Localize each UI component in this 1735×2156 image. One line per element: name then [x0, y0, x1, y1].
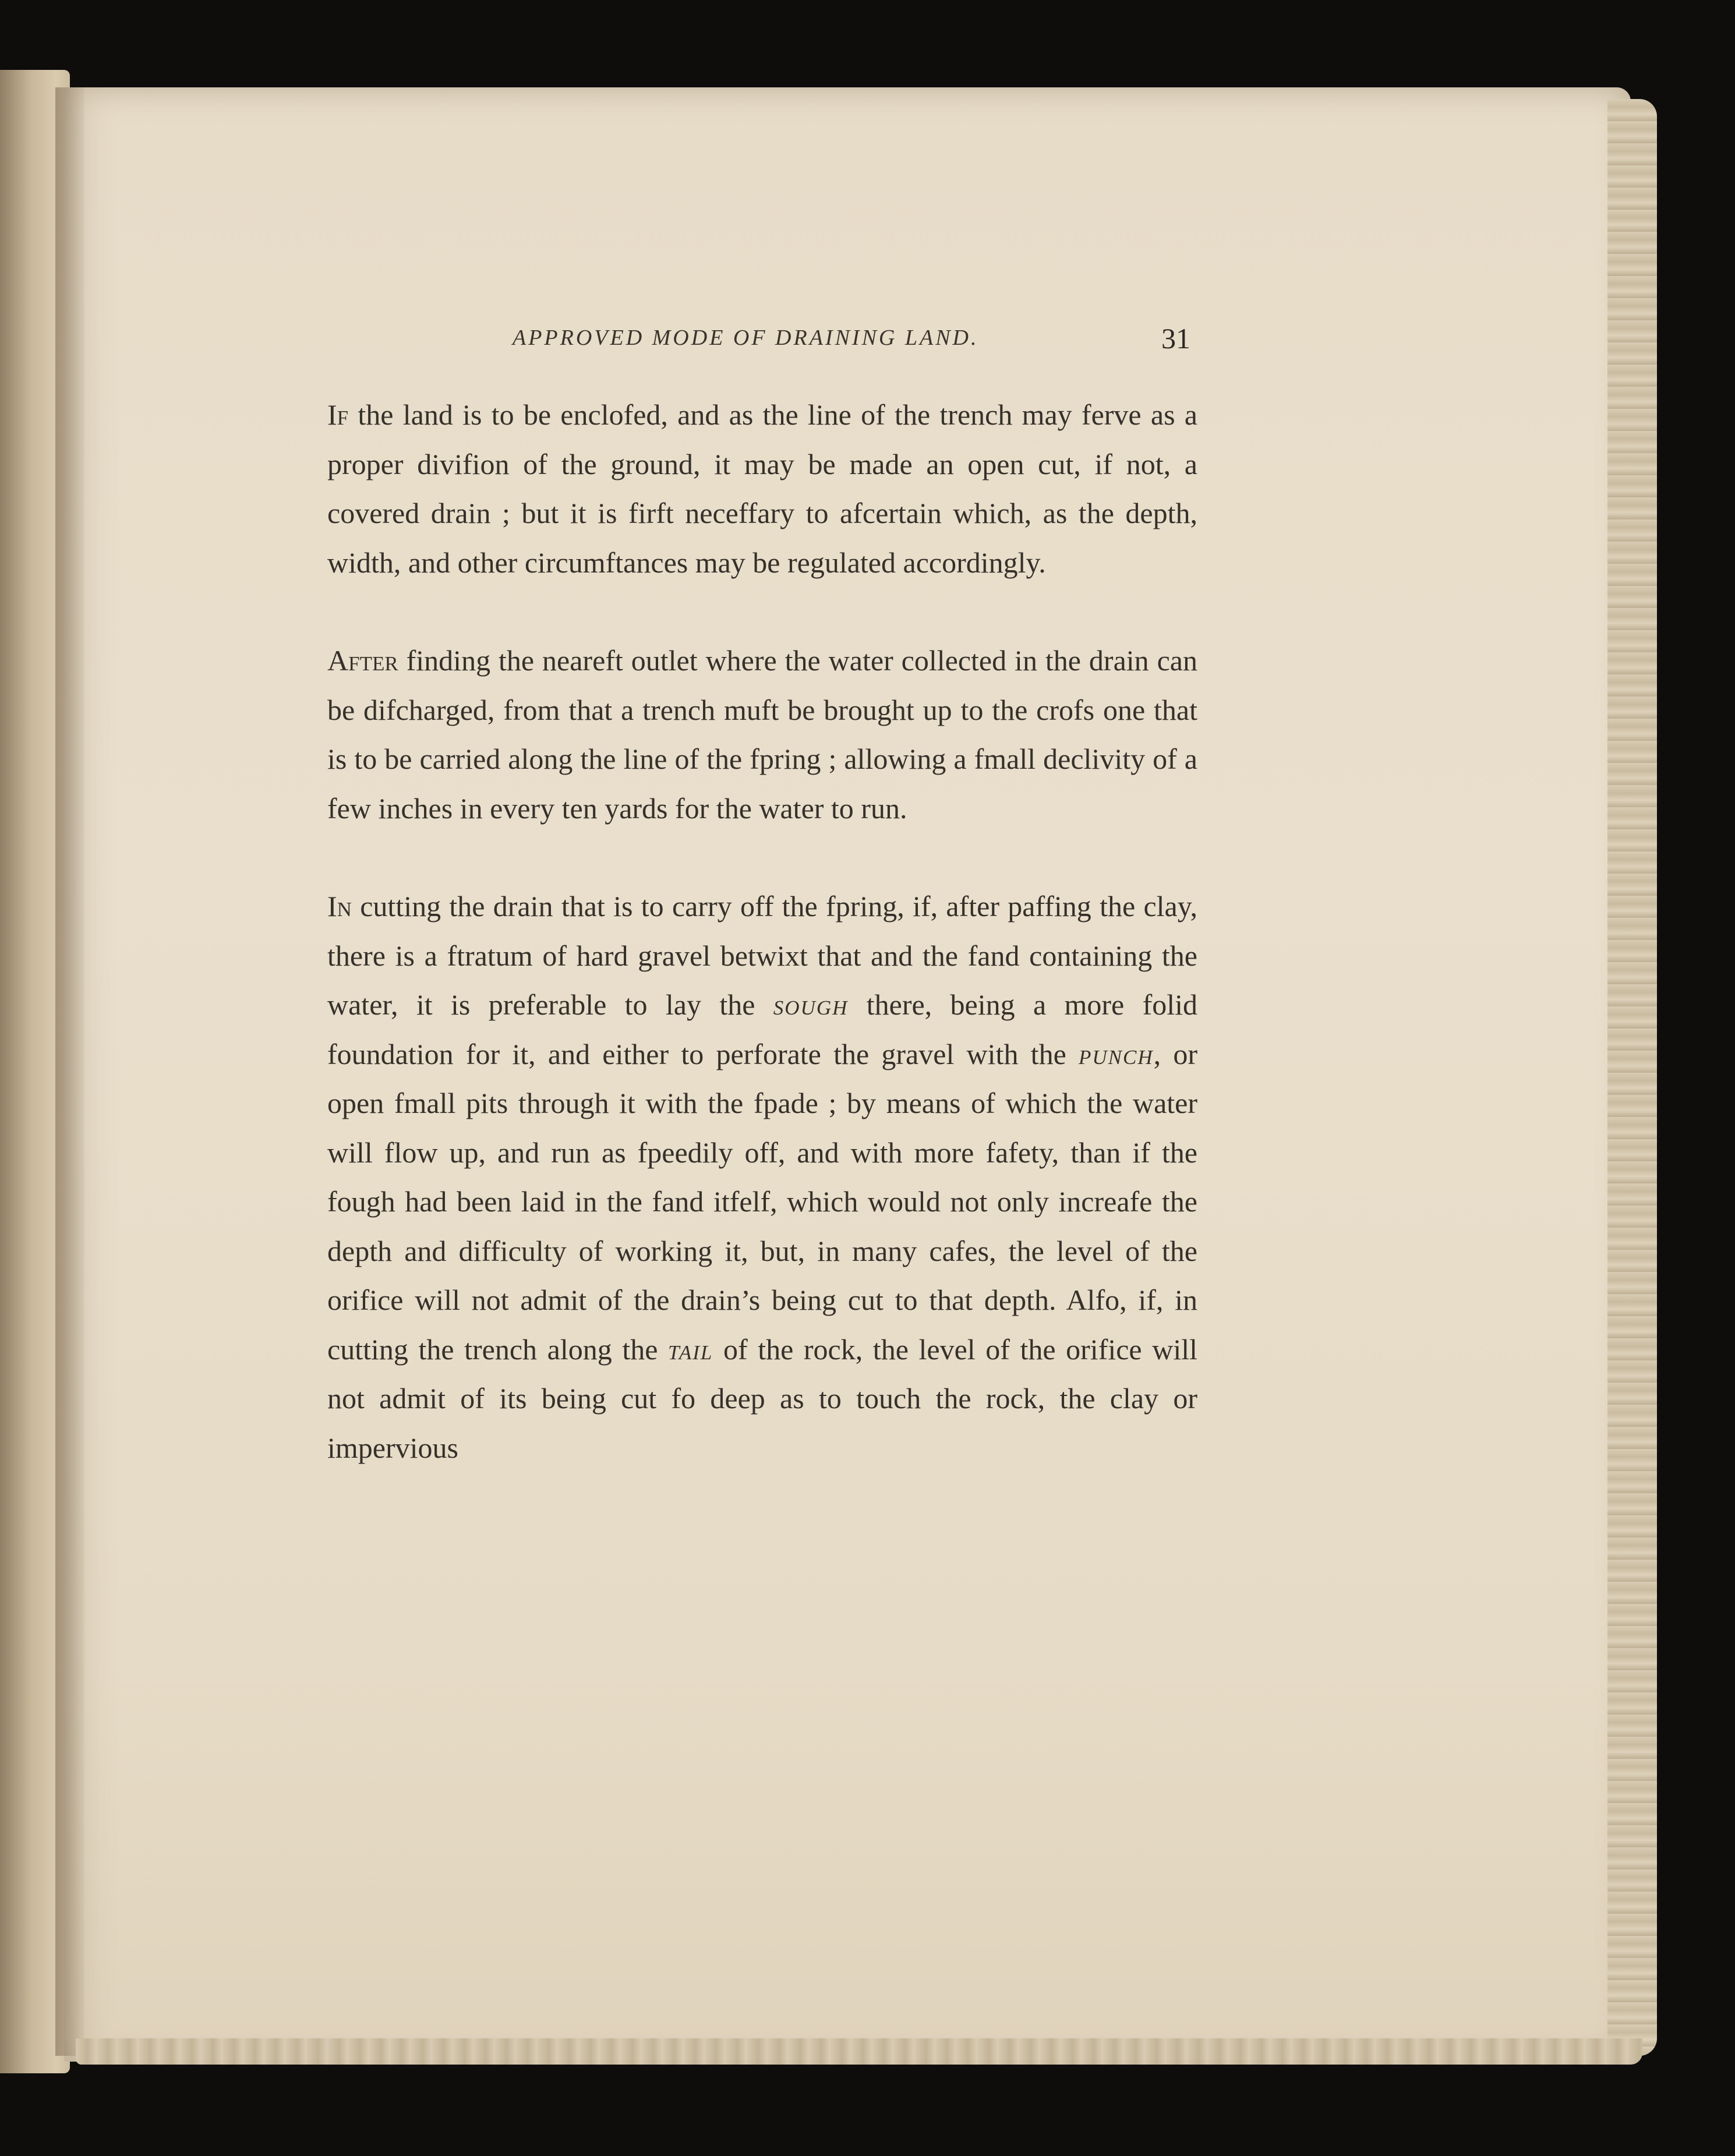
paragraph-2	[327, 636, 1197, 833]
paragraph-text: of the rock, the level of the orifice will not admit of its being cut fo deep as to touch the rock, the clay or impervious	[327, 1333, 1197, 1464]
paragraph-lead: After	[327, 644, 398, 677]
paragraph-text: finding the neareft outlet where the water collected in the drain can be difcharged, from that a trench muft be brought up to the crofs one that is to be carried along the line of the fpring ; allowing a fmall declivity of a few inches in every ten yards for the water to run.	[327, 644, 1197, 825]
term-sough: sough	[773, 988, 849, 1021]
page-number: 31	[1161, 322, 1190, 355]
page-body	[327, 390, 1197, 1472]
paragraph-text: there, being a more folid foundation for it, and either to perforate the gravel with the	[327, 988, 1197, 1070]
book-fore-edge	[1607, 99, 1657, 2056]
term-tail: tail	[668, 1333, 713, 1366]
paragraph-lead: In	[327, 890, 352, 923]
paragraph-3	[327, 882, 1197, 1472]
paragraph-text: cutting the drain that is to carry off the fpring, if, after paffing the clay, there is a ftratum of hard gravel betwixt that and the fand containing the water, it is preferable to lay the	[327, 890, 1197, 1021]
book-bottom-edge	[76, 2038, 1642, 2065]
term-punch: punch	[1078, 1037, 1154, 1070]
paragraph-lead: If	[327, 398, 349, 431]
paragraph-text: the land is to be enclofed, and as the line of the trench may ferve as a proper divifion of the ground, it may be made an open cut, if not, a covered drain ; but it is firft neceffary to afcertain which, as the depth, width, and other circumftances may be regulated accordingly.	[327, 398, 1197, 579]
paragraph-text: , or open fmall pits through it with the fpade ; by means of which the water will flow up, and run as fpeedily off, and with more fafety, than if the fough had been laid in the fand itfelf, which would not only increafe the depth and difficulty of working it, but, in many cafes, the level of the orifice will not admit of the drain’s being cut to that depth. Alfo, if, in cutting the trench along the	[327, 1037, 1197, 1366]
page-gutter	[55, 87, 84, 2056]
paragraph-1	[327, 390, 1197, 587]
running-title: APPROVED MODE OF DRAINING LAND.	[513, 326, 979, 350]
